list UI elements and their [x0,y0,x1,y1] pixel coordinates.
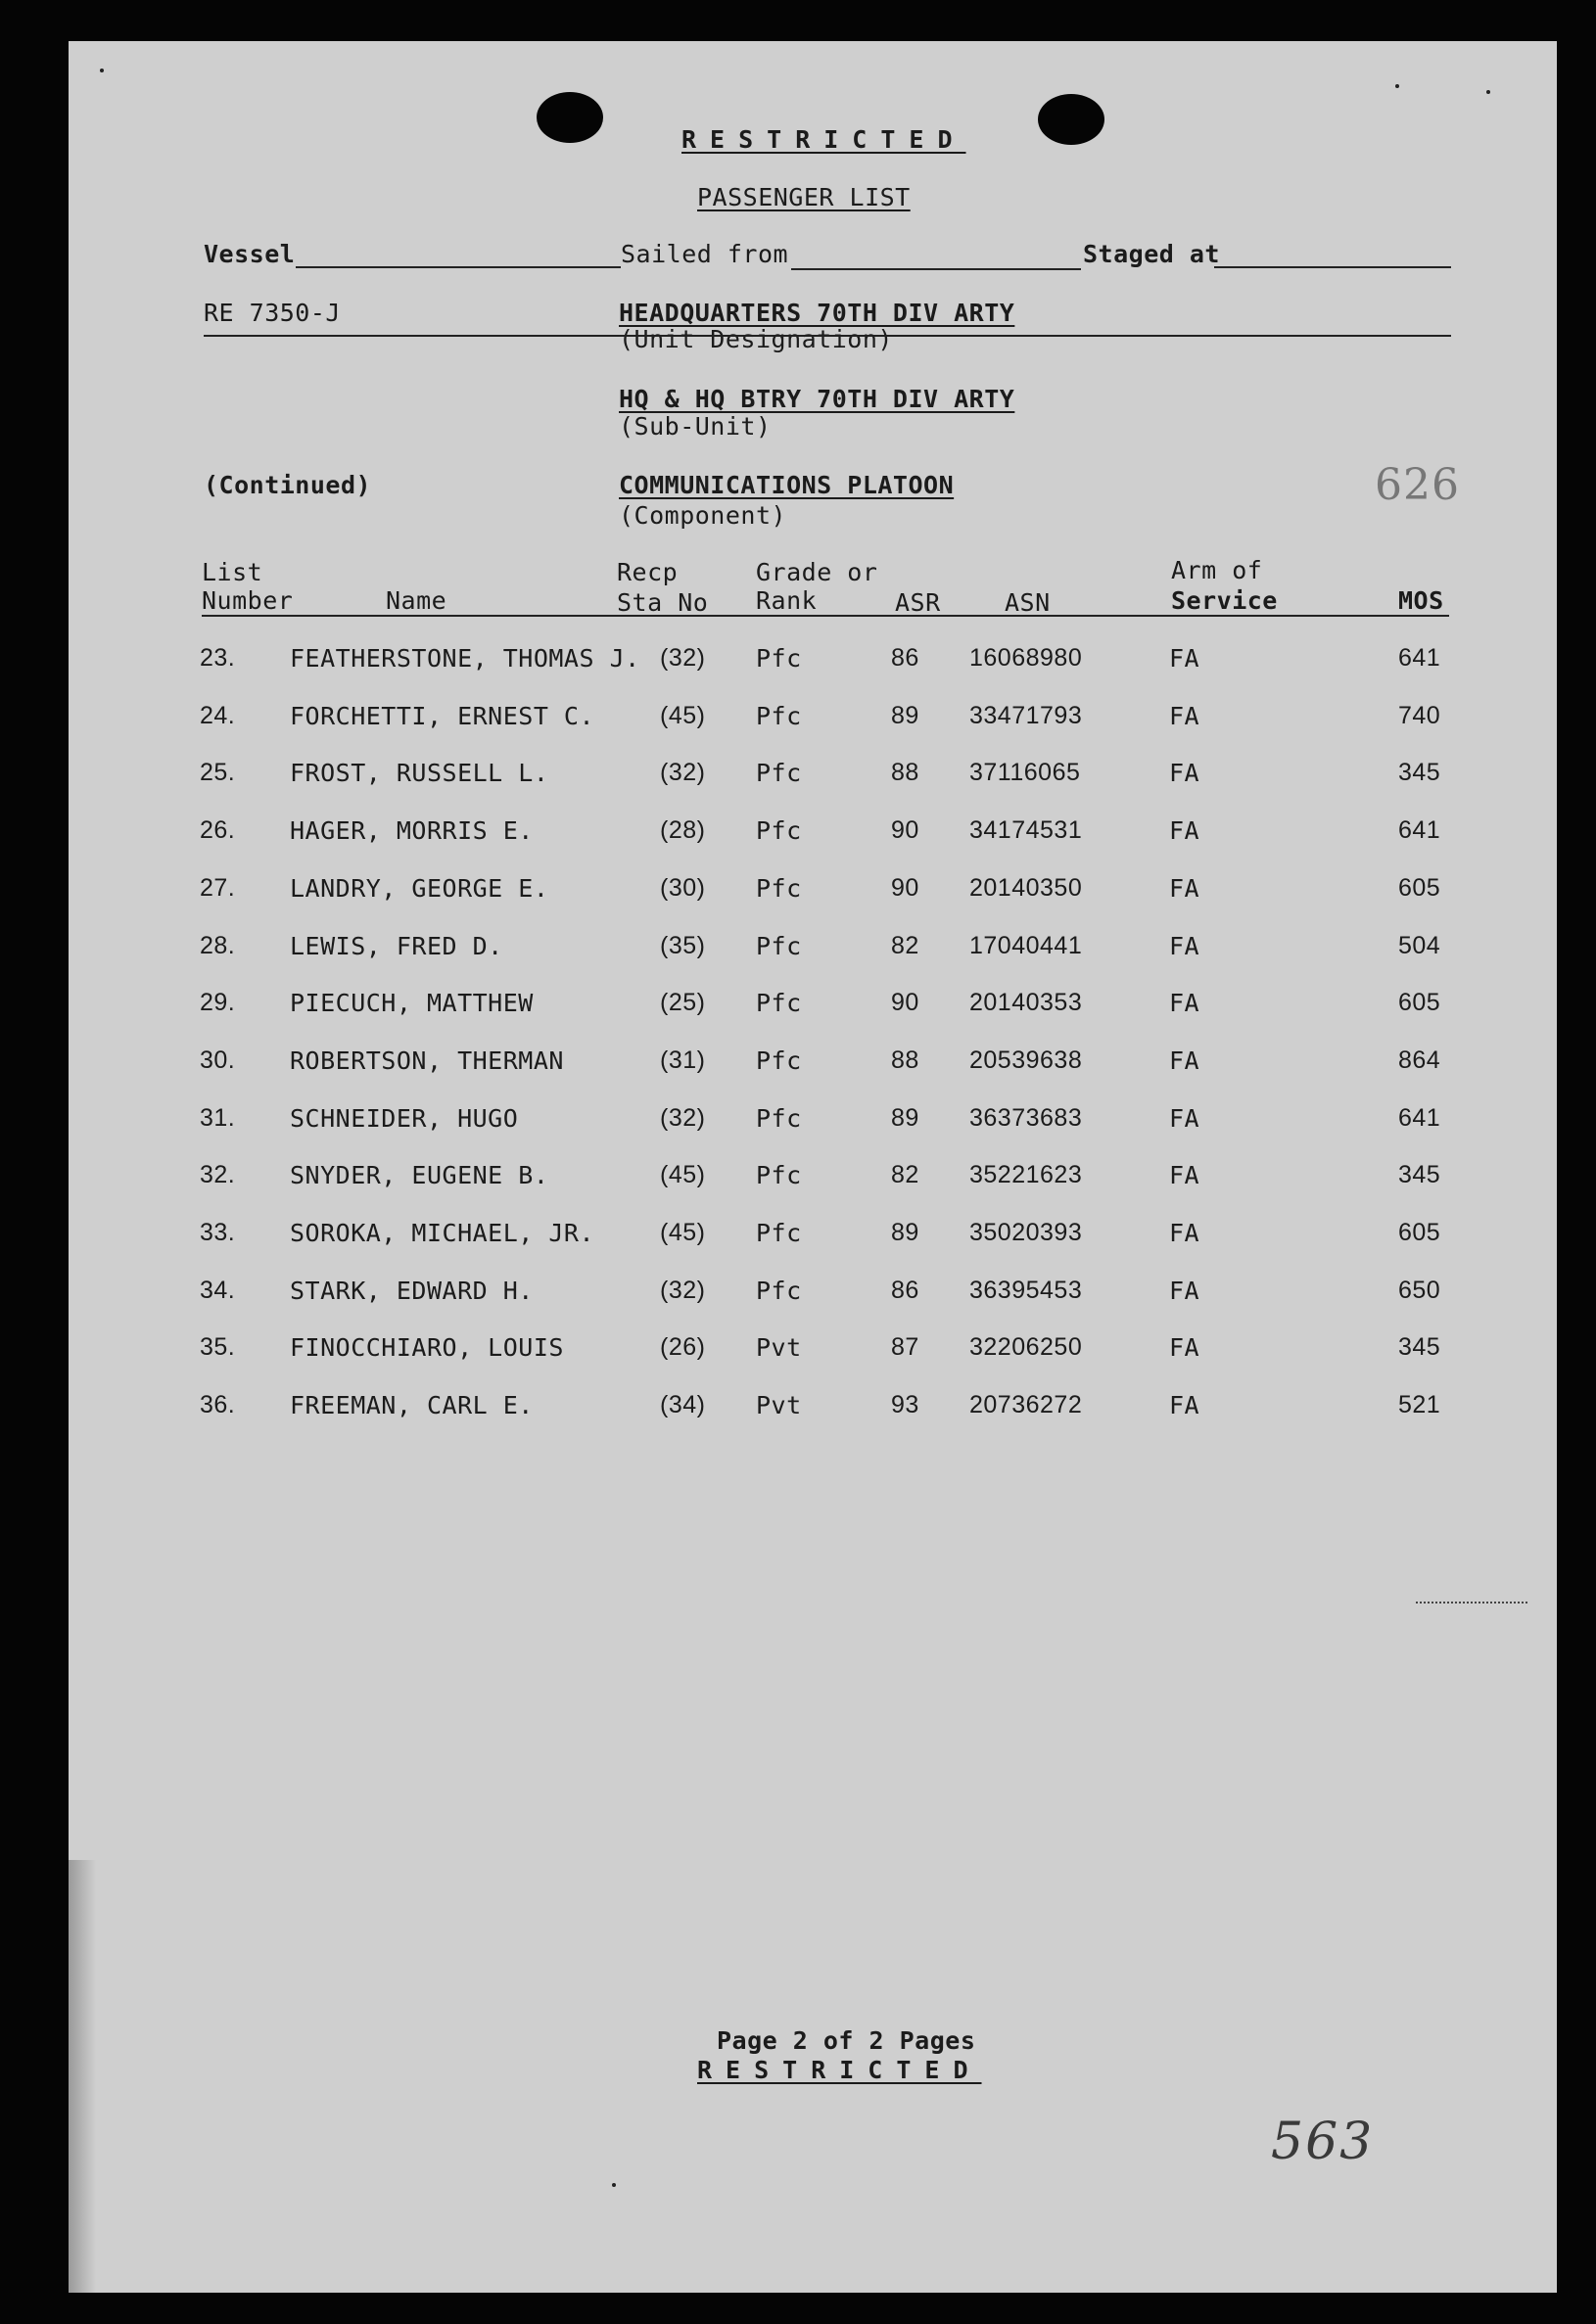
row-name: FEATHERSTONE, THOMAS J. [290,644,640,673]
row-rank: Pfc [756,1161,802,1190]
staged-at-field[interactable] [1214,266,1451,268]
classification-bottom: RESTRICTED [697,2056,982,2084]
col-mos: MOS [1398,586,1444,615]
row-asn: 36395453 [969,1276,1083,1304]
page-shadow [69,1860,96,2293]
row-rank: Pfc [756,1046,802,1075]
col-arm: Arm of [1171,556,1263,584]
unit-underline [619,335,1451,337]
row-arm: FA [1169,873,1200,903]
unit-designation-caption: (Unit Designation) [619,325,893,353]
row-asr: 88 [891,1046,919,1074]
row-asr: 90 [891,989,919,1017]
row-rank: Pfc [756,1219,802,1247]
row-name: STARK, EDWARD H. [290,1276,534,1305]
col-asn: ASN [1005,588,1051,617]
edge-dash [1416,1602,1527,1604]
row-name: HAGER, MORRIS E. [290,816,534,846]
row-rank: Pfc [756,1276,802,1305]
sub-unit-caption: (Sub-Unit) [619,412,772,441]
row-asr: 93 [891,1391,919,1419]
row-asn: 20140353 [969,989,1083,1017]
row-name: LEWIS, FRED D. [290,931,503,960]
row-arm: FA [1169,1276,1200,1305]
row-rank: Pfc [756,759,802,788]
row-list-number: 23. [200,644,236,672]
row-mos: 641 [1398,816,1441,845]
row-asn: 20539638 [969,1046,1083,1074]
row-arm: FA [1169,816,1200,846]
row-rank: Pfc [756,1103,802,1133]
row-asr: 87 [891,1333,919,1362]
staged-at-label: Staged at [1083,240,1220,268]
row-name: LANDRY, GEORGE E. [290,873,549,903]
col-name: Name [386,586,447,615]
col-recp-2: Sta No [617,588,709,617]
row-asn: 20736272 [969,1391,1083,1419]
row-arm: FA [1169,701,1200,730]
re-underline [204,335,621,337]
row-asn: 20140350 [969,873,1083,902]
row-mos: 740 [1398,701,1441,729]
row-asn: 34174531 [969,816,1083,845]
row-name: PIECUCH, MATTHEW [290,989,534,1018]
row-recp-sta: (25) [660,989,706,1017]
row-mos: 345 [1398,759,1441,787]
row-recp-sta: (32) [660,644,706,672]
row-rank: Pfc [756,644,802,673]
row-mos: 504 [1398,931,1441,959]
speck [1486,90,1490,94]
row-name: FREEMAN, CARL E. [290,1391,534,1420]
row-list-number: 35. [200,1333,236,1362]
row-arm: FA [1169,644,1200,673]
speck [100,69,104,72]
unit-designation: HEADQUARTERS 70TH DIV ARTY [619,299,1015,327]
punch-hole-right [1038,94,1104,145]
re-number: RE 7350-J [204,299,341,327]
row-recp-sta: (26) [660,1333,706,1362]
row-list-number: 24. [200,701,236,729]
row-recp-sta: (34) [660,1391,706,1419]
vessel-label: Vessel [204,240,296,268]
row-list-number: 36. [200,1391,236,1419]
row-asr: 89 [891,1103,919,1132]
row-name: SCHNEIDER, HUGO [290,1103,519,1133]
row-mos: 345 [1398,1333,1441,1362]
row-rank: Pfc [756,989,802,1018]
row-asn: 37116065 [969,759,1081,787]
col-arm-2: Service [1171,586,1278,615]
row-recp-sta: (32) [660,1276,706,1304]
row-recp-sta: (30) [660,873,706,902]
row-recp-sta: (28) [660,816,706,845]
row-name: SNYDER, EUGENE B. [290,1161,549,1190]
row-rank: Pfc [756,931,802,960]
row-arm: FA [1169,931,1200,960]
row-asr: 89 [891,701,919,729]
handwritten-number: 563 [1271,2113,1375,2171]
row-recp-sta: (32) [660,1103,706,1132]
row-recp-sta: (32) [660,759,706,787]
row-list-number: 33. [200,1219,236,1246]
row-mos: 641 [1398,1103,1441,1132]
row-asr: 82 [891,931,919,959]
row-list-number: 30. [200,1046,236,1074]
speck [612,2183,616,2187]
page-line: Page 2 of 2 Pages [717,2026,976,2055]
row-recp-sta: (45) [660,701,706,729]
row-arm: FA [1169,1333,1200,1363]
col-asr: ASR [895,588,941,617]
row-asr: 82 [891,1161,919,1189]
row-list-number: 34. [200,1276,236,1304]
row-list-number: 25. [200,759,236,787]
row-rank: Pfc [756,701,802,730]
vessel-field[interactable] [296,266,621,268]
row-arm: FA [1169,1219,1200,1247]
row-arm: FA [1169,1391,1200,1420]
component-caption: (Component) [619,501,787,530]
sub-unit: HQ & HQ BTRY 70TH DIV ARTY [619,385,1015,413]
row-list-number: 28. [200,931,236,959]
row-asn: 33471793 [969,701,1083,729]
row-rank: Pvt [756,1333,802,1363]
row-asn: 17040441 [969,931,1083,959]
row-list-number: 31. [200,1103,236,1132]
row-asn: 35020393 [969,1219,1083,1246]
col-grade-2: Rank [756,586,818,615]
row-arm: FA [1169,1161,1200,1190]
row-recp-sta: (35) [660,931,706,959]
list-title: PASSENGER LIST [697,183,911,211]
col-recp: Recp [617,558,679,586]
row-name: FINOCCHIARO, LOUIS [290,1333,564,1363]
row-mos: 521 [1398,1391,1441,1419]
row-asr: 86 [891,1276,919,1304]
row-list-number: 32. [200,1161,236,1189]
row-mos: 345 [1398,1161,1441,1189]
row-asr: 89 [891,1219,919,1246]
speck [1395,84,1399,88]
classification-top: RESTRICTED [681,125,966,154]
row-arm: FA [1169,989,1200,1018]
row-mos: 605 [1398,989,1441,1017]
row-rank: Pfc [756,873,802,903]
row-recp-sta: (45) [660,1219,706,1246]
row-asr: 88 [891,759,919,787]
row-recp-sta: (31) [660,1046,706,1074]
row-arm: FA [1169,1103,1200,1133]
component: COMMUNICATIONS PLATOON [619,471,955,499]
col-list-number-2: Number [202,586,294,615]
continued-label: (Continued) [204,471,372,499]
sailed-from-field[interactable] [791,268,1081,270]
row-asn: 36373683 [969,1103,1083,1132]
header-rule [202,615,1449,617]
row-list-number: 26. [200,816,236,845]
row-mos: 650 [1398,1276,1441,1304]
row-arm: FA [1169,1046,1200,1075]
row-asr: 90 [891,816,919,845]
row-asr: 86 [891,644,919,672]
row-list-number: 29. [200,989,236,1017]
row-asn: 32206250 [969,1333,1083,1362]
row-arm: FA [1169,759,1200,788]
col-grade: Grade or [756,558,878,586]
row-asr: 90 [891,873,919,902]
row-asn: 16068980 [969,644,1083,672]
row-name: FORCHETTI, ERNEST C. [290,701,595,730]
row-name: FROST, RUSSELL L. [290,759,549,788]
row-mos: 641 [1398,644,1441,672]
punch-hole-left [537,92,603,143]
row-rank: Pfc [756,816,802,846]
row-recp-sta: (45) [660,1161,706,1189]
row-name: SOROKA, MICHAEL, JR. [290,1219,595,1247]
row-rank: Pvt [756,1391,802,1420]
col-list-number: List [202,558,263,586]
row-list-number: 27. [200,873,236,902]
sheet-number: 626 [1375,460,1460,510]
row-asn: 35221623 [969,1161,1083,1189]
row-mos: 605 [1398,873,1441,902]
row-name: ROBERTSON, THERMAN [290,1046,564,1075]
row-mos: 605 [1398,1219,1441,1246]
sailed-from-label: Sailed from [621,240,789,268]
row-mos: 864 [1398,1046,1441,1074]
